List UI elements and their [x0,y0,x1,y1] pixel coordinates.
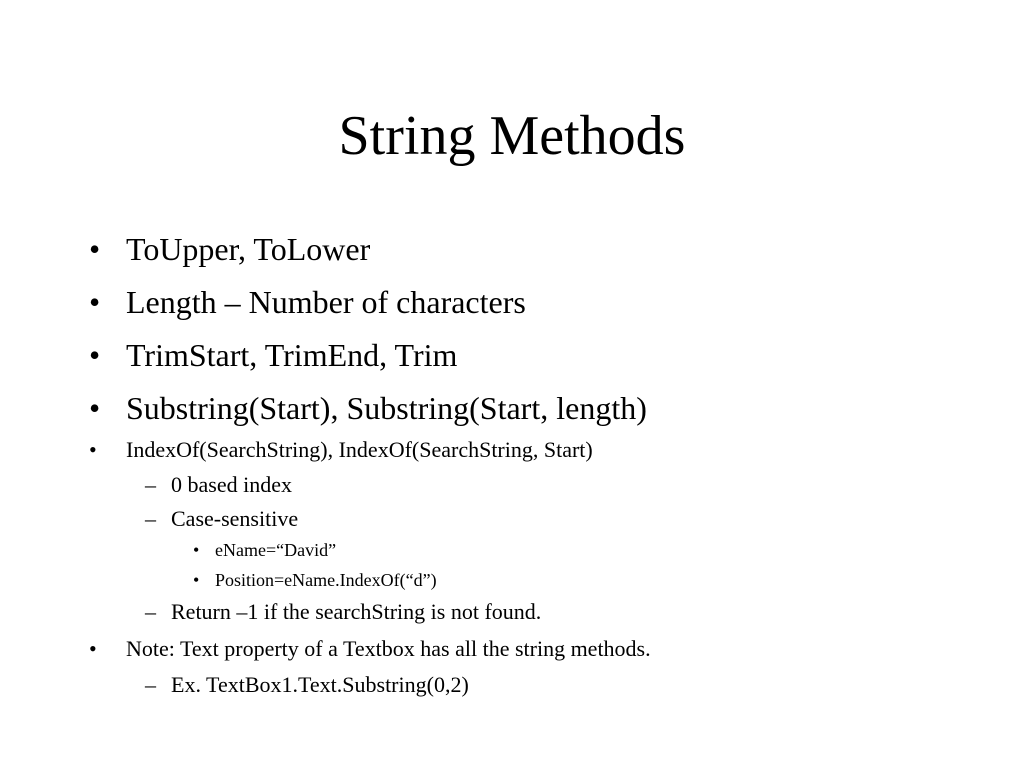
sub-bullet-text: Case-sensitive [171,506,299,531]
dash-marker: – [145,599,156,624]
bullet-marker: • [193,570,200,590]
sub-bullet-item [145,671,469,699]
sub-sub-bullet-item [193,568,437,592]
bullet-item [89,635,651,663]
bullet-text: IndexOf(SearchString), IndexOf(SearchString, Start) [126,437,593,462]
bullet-marker: • [89,231,101,267]
bullet-text: Substring(Start), Substring(Start, length) [126,390,647,426]
sub-bullet-text: 0 based index [171,472,292,497]
dash-marker: – [145,672,156,697]
bullet-item [89,282,526,322]
bullet-marker: • [89,337,101,373]
bullet-item [89,388,647,428]
bullet-text: Length – Number of characters [126,284,526,320]
bullet-text: TrimStart, TrimEnd, Trim [126,337,458,373]
bullet-marker: • [193,540,200,560]
bullet-marker: • [89,636,97,661]
slide-title: String Methods [338,105,686,167]
sub-sub-bullet-text: Position=eName.IndexOf(“d”) [215,570,437,590]
dash-marker: – [145,506,156,531]
bullet-item [89,335,458,375]
sub-bullet-item [145,598,542,626]
sub-bullet-text: Return –1 if the searchString is not found. [171,599,542,624]
bullet-marker: • [89,390,101,426]
sub-bullet-text: Ex. TextBox1.Text.Substring(0,2) [171,672,469,697]
bullet-item [89,229,371,269]
sub-sub-bullet-text: eName=“David” [215,540,337,560]
bullet-text: Note: Text property of a Textbox has all the string methods. [126,636,651,661]
bullet-item [89,436,593,464]
bullet-marker: • [89,437,97,462]
sub-sub-bullet-item [193,538,337,562]
dash-marker: – [145,472,156,497]
sub-bullet-item [145,505,299,533]
bullet-text: ToUpper, ToLower [126,231,371,267]
sub-bullet-item [145,471,292,499]
bullet-marker: • [89,284,101,320]
